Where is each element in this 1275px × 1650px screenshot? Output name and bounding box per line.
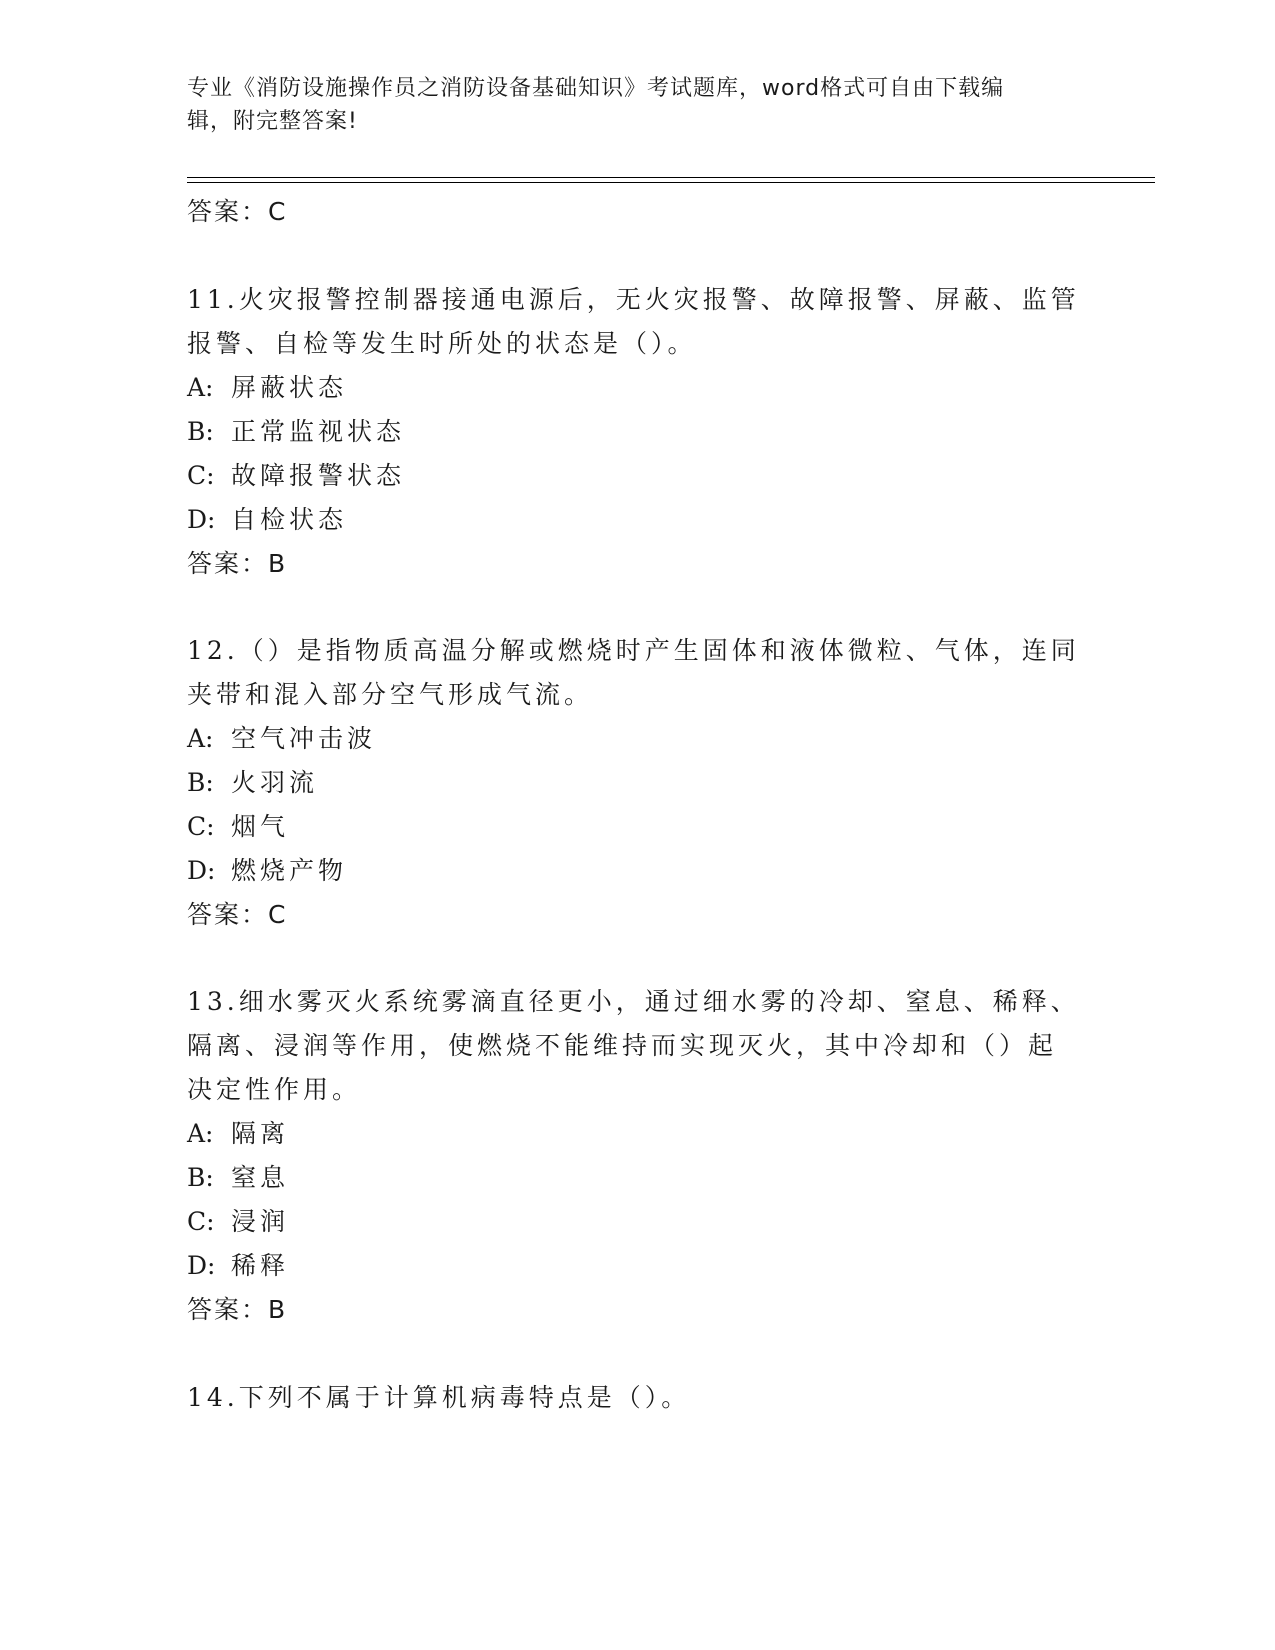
option-key: A: (187, 724, 214, 753)
option-text: 自检状态 (231, 505, 348, 534)
option-text: 烟气 (231, 812, 290, 841)
option-text: 燃烧产物 (231, 856, 348, 885)
option-b (187, 763, 318, 799)
answer-line: 答案：B (187, 1295, 288, 1324)
option-text: 窒息 (231, 1163, 290, 1192)
header-line-2: 辑，附完整答案! (187, 109, 358, 134)
option-key: C: (187, 461, 215, 490)
question-14-line-1: 14.下列不属于计算机病毒特点是（）。 (187, 1383, 691, 1412)
option-text: 浸润 (231, 1207, 290, 1236)
option-c (187, 1202, 289, 1238)
option-key: D: (187, 1251, 216, 1280)
question-12-line-1: 12.（）是指物质高温分解或燃烧时产生固体和液体微粒、气体，连同 (187, 636, 1080, 665)
answer-line: 答案：C (187, 197, 288, 226)
option-text: 故障报警状态 (231, 461, 406, 490)
question-13-line-1: 13.细水雾灭火系统雾滴直径更小，通过细水雾的冷却、窒息、稀释、 (187, 987, 1080, 1016)
option-a (187, 719, 376, 755)
option-key: A: (187, 373, 214, 402)
option-d (187, 1246, 289, 1282)
option-text: 正常监视状态 (231, 417, 406, 446)
question-13-line-2: 隔离、浸润等作用，使燃烧不能维持而实现灭火，其中冷却和（）起 (187, 1031, 1058, 1060)
question-11-line-2: 报警、自检等发生时所处的状态是（）。 (187, 329, 697, 358)
option-key: A: (187, 1119, 214, 1148)
option-d (187, 500, 347, 536)
option-text: 隔离 (231, 1119, 290, 1148)
header-rule-bottom (187, 182, 1155, 183)
option-text: 稀释 (231, 1251, 290, 1280)
option-text: 火羽流 (231, 768, 319, 797)
header-line-1: 专业《消防设施操作员之消防设备基础知识》考试题库，word格式可自由下载编 (187, 76, 1005, 101)
option-text: 空气冲击波 (231, 724, 377, 753)
option-a (187, 368, 347, 404)
header-rule-top (187, 177, 1155, 178)
question-11-line-1: 11.火灾报警控制器接通电源后，无火灾报警、故障报警、屏蔽、监管 (187, 285, 1080, 314)
option-d (187, 851, 347, 887)
option-c (187, 807, 289, 843)
option-key: C: (187, 812, 215, 841)
option-key: C: (187, 1207, 215, 1236)
option-key: D: (187, 505, 216, 534)
option-b (187, 1158, 289, 1194)
question-13-line-3: 决定性作用。 (187, 1075, 362, 1104)
question-12-line-2: 夹带和混入部分空气形成气流。 (187, 680, 594, 709)
document-header (187, 72, 1067, 138)
answer-line: 答案：C (187, 900, 288, 929)
option-c (187, 456, 405, 492)
option-key: B: (187, 768, 214, 797)
option-key: B: (187, 417, 214, 446)
answer-line: 答案：B (187, 549, 288, 578)
option-a (187, 1114, 289, 1150)
option-b (187, 412, 405, 448)
option-text: 屏蔽状态 (231, 373, 348, 402)
option-key: D: (187, 856, 216, 885)
option-key: B: (187, 1163, 214, 1192)
